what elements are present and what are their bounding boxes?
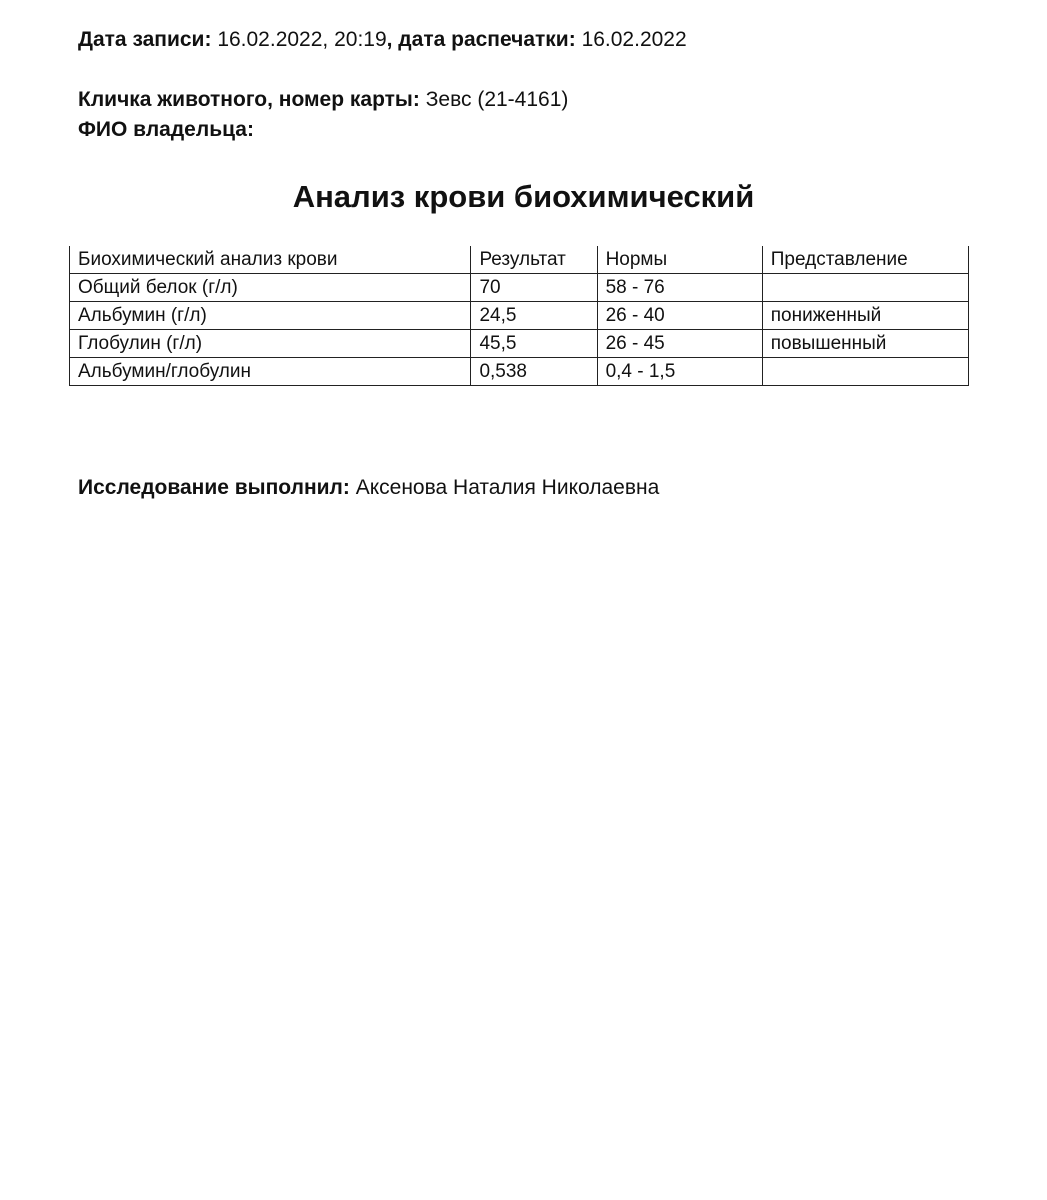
cell-norms: 0,4 - 1,5 — [597, 358, 762, 386]
print-date-label: , дата распечатки: — [386, 28, 576, 51]
performer-label: Исследование выполнил: — [78, 476, 350, 499]
cell-test: Альбумин/глобулин — [70, 358, 471, 386]
results-table — [69, 246, 969, 386]
table-row — [70, 302, 969, 330]
cell-result: 24,5 — [471, 302, 597, 330]
cell-test: Глобулин (г/л) — [70, 330, 471, 358]
performer-value: Аксенова Наталия Николаевна — [355, 476, 660, 499]
column-header-norms: Нормы — [597, 246, 762, 274]
column-header-test: Биохимический анализ крови — [70, 246, 471, 274]
cell-norms: 58 - 76 — [597, 274, 762, 302]
cell-norms: 26 - 45 — [597, 330, 762, 358]
print-date-value: 16.02.2022 — [581, 28, 687, 51]
column-header-interpretation: Представление — [762, 246, 968, 274]
cell-norms: 26 - 40 — [597, 302, 762, 330]
pet-line — [78, 87, 568, 113]
record-date-line — [78, 27, 687, 53]
owner-label: ФИО владельца: — [78, 118, 254, 141]
pet-label: Кличка животного, номер карты: — [78, 88, 420, 111]
performer-line — [78, 475, 659, 501]
column-header-result: Результат — [471, 246, 597, 274]
table-header-row — [70, 246, 969, 274]
cell-result: 45,5 — [471, 330, 597, 358]
table-row — [70, 358, 969, 386]
cell-result: 0,538 — [471, 358, 597, 386]
cell-interpretation — [762, 274, 968, 302]
cell-test: Общий белок (г/л) — [70, 274, 471, 302]
record-date-label: Дата записи: — [78, 28, 212, 51]
cell-interpretation: повышенный — [762, 330, 968, 358]
cell-interpretation: пониженный — [762, 302, 968, 330]
cell-result: 70 — [471, 274, 597, 302]
record-date-value: 16.02.2022, 20:19 — [217, 28, 387, 51]
cell-interpretation — [762, 358, 968, 386]
table-row — [70, 274, 969, 302]
page-title: Анализ крови биохимический — [292, 179, 755, 214]
cell-test: Альбумин (г/л) — [70, 302, 471, 330]
owner-line — [78, 117, 254, 143]
table-row — [70, 330, 969, 358]
pet-value: Зевс (21-4161) — [425, 88, 569, 111]
